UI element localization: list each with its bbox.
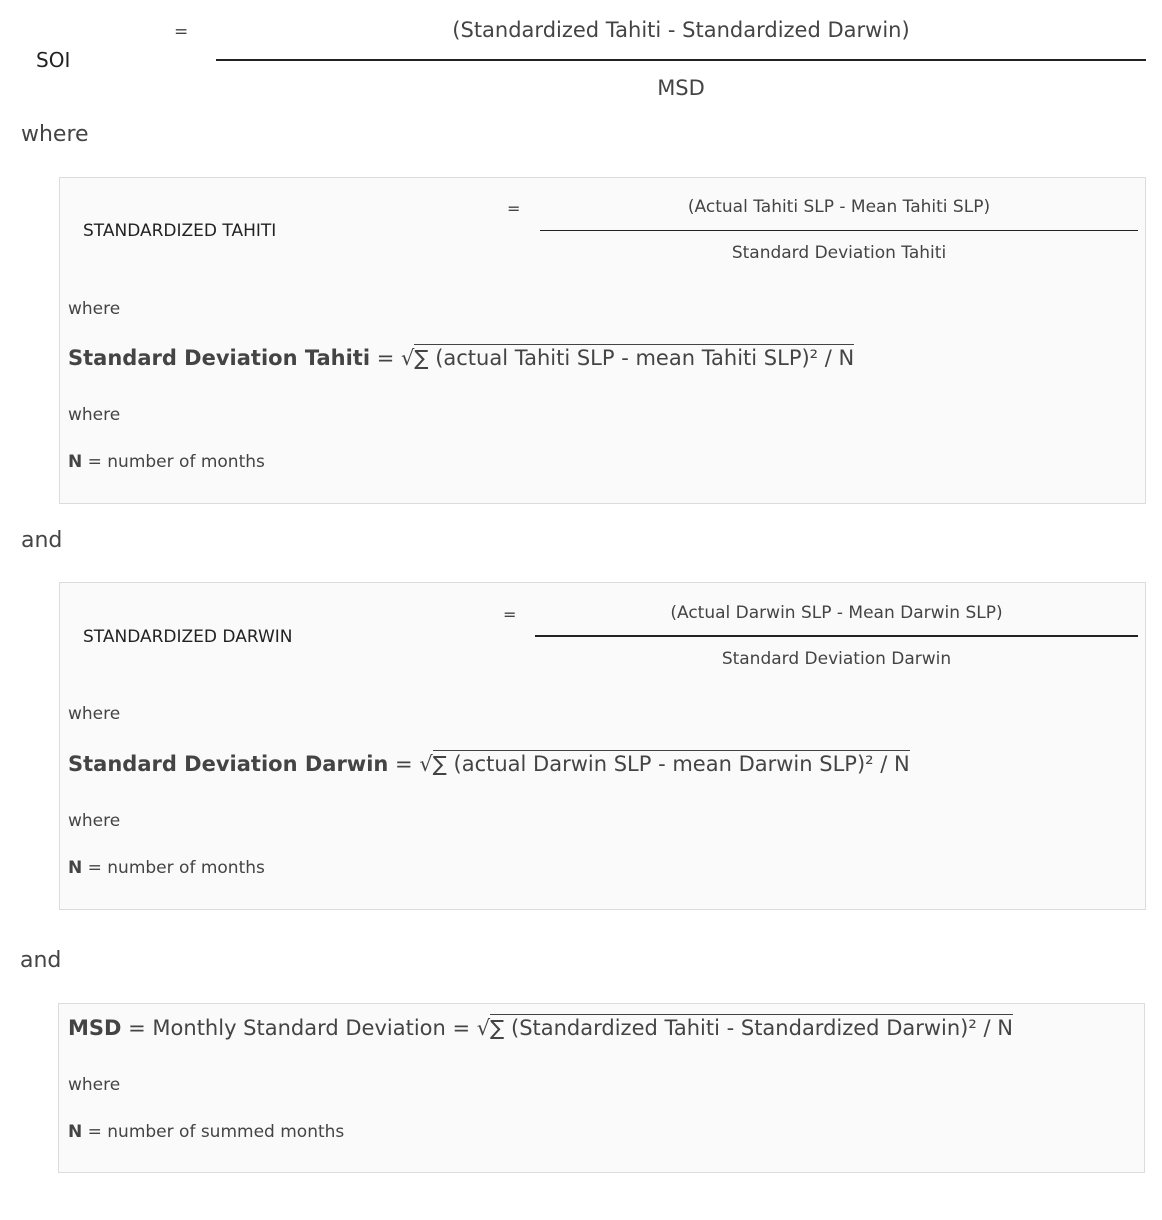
tahiti-denominator: Standard Deviation Tahiti bbox=[731, 243, 947, 263]
darwin-denominator: Standard Deviation Darwin bbox=[721, 649, 952, 669]
standardized-darwin-label: STANDARDIZED DARWIN bbox=[83, 627, 293, 647]
standardized-tahiti-box bbox=[59, 177, 1146, 504]
sd-tahiti-formula bbox=[68, 346, 854, 370]
soi-equals-sign: = bbox=[174, 22, 189, 42]
where-text: where bbox=[21, 122, 89, 147]
where-text: where bbox=[68, 704, 121, 724]
msd-box bbox=[58, 1003, 1145, 1173]
sd-darwin-radicand: ∑ (actual Darwin SLP - mean Darwin SLP)² / N bbox=[432, 752, 910, 776]
where-text: where bbox=[68, 405, 121, 425]
n-text: = number of summed months bbox=[82, 1122, 345, 1142]
n-definition bbox=[68, 452, 265, 472]
n-definition bbox=[68, 858, 265, 878]
n-label: N bbox=[68, 1122, 83, 1142]
square-root-icon: √ bbox=[400, 346, 415, 370]
soi-label: SOI bbox=[36, 48, 71, 72]
tahiti-fraction-bar bbox=[540, 230, 1138, 231]
n-label: N bbox=[68, 452, 83, 472]
n-label: N bbox=[68, 858, 83, 878]
msd-formula bbox=[68, 1016, 1013, 1040]
and-text: and bbox=[21, 528, 63, 553]
sd-tahiti-equals: = bbox=[370, 346, 401, 370]
n-text: = number of months bbox=[82, 452, 265, 472]
sd-tahiti-label: Standard Deviation Tahiti bbox=[68, 346, 371, 370]
soi-numerator: (Standardized Tahiti - Standardized Darwin) bbox=[452, 18, 910, 42]
darwin-equals-sign: = bbox=[503, 605, 517, 624]
sd-darwin-label: Standard Deviation Darwin bbox=[68, 752, 389, 776]
soi-denominator: MSD bbox=[657, 76, 705, 100]
darwin-numerator: (Actual Darwin SLP - Mean Darwin SLP) bbox=[670, 603, 1003, 623]
n-definition bbox=[68, 1122, 344, 1142]
msd-radicand: ∑ (Standardized Tahiti - Standardized Darwin)² / N bbox=[490, 1016, 1013, 1040]
tahiti-equals-sign: = bbox=[507, 199, 521, 218]
n-text: = number of months bbox=[82, 858, 265, 878]
square-root-icon: √ bbox=[419, 752, 433, 776]
darwin-fraction-bar bbox=[535, 635, 1138, 637]
sd-tahiti-radicand: ∑ (actual Tahiti SLP - mean Tahiti SLP)² / N bbox=[414, 346, 855, 370]
standardized-tahiti-label: STANDARDIZED TAHITI bbox=[83, 221, 277, 241]
where-text: where bbox=[68, 1075, 121, 1095]
tahiti-numerator: (Actual Tahiti SLP - Mean Tahiti SLP) bbox=[687, 197, 991, 217]
msd-label: MSD bbox=[68, 1016, 122, 1040]
where-text: where bbox=[68, 811, 121, 831]
sd-darwin-equals: = bbox=[388, 752, 420, 776]
sd-darwin-formula bbox=[68, 752, 910, 776]
soi-fraction-bar bbox=[216, 59, 1146, 61]
square-root-icon: √ bbox=[476, 1016, 491, 1040]
and-text: and bbox=[20, 948, 62, 973]
where-text: where bbox=[68, 299, 121, 319]
msd-text: = Monthly Standard Deviation = bbox=[121, 1016, 477, 1040]
standardized-darwin-box bbox=[59, 582, 1146, 910]
